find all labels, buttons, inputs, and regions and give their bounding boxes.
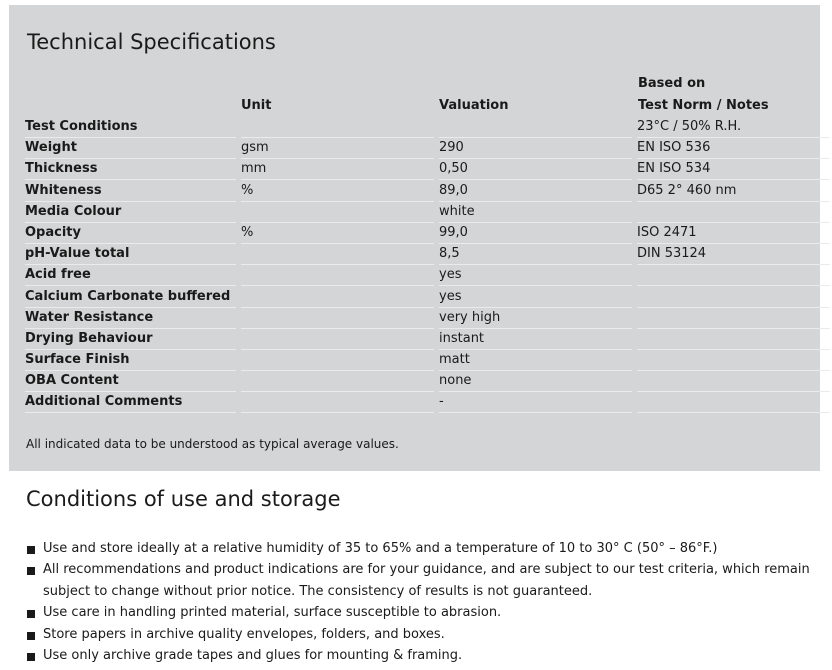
row-valuation: very high: [439, 309, 632, 329]
list-item-text: All recommendations and product indications are for your guidance, and are subject to our test criteria, which remain subject to change without prior notice. The consistency of results is not guaranteed.: [43, 562, 810, 599]
list-item-text: Use only archive grade tapes and glues for mounting & framing.: [43, 648, 463, 664]
row-parameter: Surface Finish: [25, 351, 236, 371]
row-norm: [637, 372, 830, 392]
list-item: [26, 538, 816, 559]
conditions-list: [26, 538, 816, 666]
table-row: [25, 393, 812, 414]
spec-footnote: All indicated data to be understood as typical average values.: [26, 437, 399, 451]
row-unit: [241, 288, 434, 308]
row-norm: [637, 330, 830, 350]
row-parameter: Calcium Carbonate buffered: [25, 288, 236, 308]
row-parameter: Opacity: [25, 224, 236, 244]
list-item: [26, 645, 816, 666]
row-norm: DIN 53124: [637, 245, 830, 265]
row-valuation: [439, 118, 632, 138]
row-valuation: 290: [439, 139, 632, 159]
square-bullet-icon: [27, 653, 35, 661]
row-parameter: Weight: [25, 139, 236, 159]
row-valuation: none: [439, 372, 632, 392]
row-norm: D65 2° 460 nm: [637, 182, 830, 202]
table-row: [25, 224, 812, 245]
row-parameter: pH-Value total: [25, 245, 236, 265]
row-unit: [241, 203, 434, 223]
table-row: [25, 139, 812, 160]
row-norm: ISO 2471: [637, 224, 830, 244]
row-norm: [637, 288, 830, 308]
square-bullet-icon: [27, 567, 35, 575]
row-norm: EN ISO 534: [637, 160, 830, 180]
table-row: [25, 203, 812, 224]
row-unit: [241, 351, 434, 371]
row-unit: mm: [241, 160, 434, 180]
row-valuation: 89,0: [439, 182, 632, 202]
row-parameter: Acid free: [25, 266, 236, 286]
table-row: [25, 182, 812, 203]
table-row: [25, 245, 812, 266]
list-item-text: Store papers in archive quality envelopes, folders, and boxes.: [43, 626, 445, 642]
row-norm: [637, 351, 830, 371]
list-item-text: Use and store ideally at a relative humidity of 35 to 65% and a temperature of 10 to 30° C (50° – 86°F.): [43, 541, 718, 556]
list-item: [26, 559, 816, 602]
row-unit: [241, 266, 434, 286]
row-unit: [241, 330, 434, 350]
row-parameter: Whiteness: [25, 182, 236, 202]
row-valuation: -: [439, 393, 632, 413]
table-row: [25, 372, 812, 393]
row-valuation: 99,0: [439, 224, 632, 244]
row-unit: gsm: [241, 139, 434, 159]
row-unit: %: [241, 224, 434, 244]
row-valuation: yes: [439, 288, 632, 308]
row-norm: EN ISO 536: [637, 139, 830, 159]
square-bullet-icon: [27, 610, 35, 618]
row-unit: [241, 245, 434, 265]
row-valuation: white: [439, 203, 632, 223]
table-row: [25, 118, 812, 139]
list-item: [26, 602, 816, 623]
row-unit: [241, 118, 434, 138]
row-valuation: instant: [439, 330, 632, 350]
table-row: [25, 330, 812, 351]
table-row: [25, 160, 812, 181]
row-parameter: Thickness: [25, 160, 236, 180]
row-norm: [637, 309, 830, 329]
row-parameter: Additional Comments: [25, 393, 236, 413]
table-row: [25, 351, 812, 372]
row-valuation: matt: [439, 351, 632, 371]
technical-specifications-panel: [9, 5, 820, 471]
row-unit: [241, 393, 434, 413]
conditions-title: Conditions of use and storage: [26, 487, 341, 511]
row-unit: [241, 372, 434, 392]
table-row: [25, 288, 812, 309]
row-parameter: Water Resistance: [25, 309, 236, 329]
header-unit: Unit: [241, 98, 272, 113]
row-norm: 23°C / 50% R.H.: [637, 118, 830, 138]
list-item-text: Use care in handling printed material, surface susceptible to abrasion.: [43, 605, 502, 621]
spec-title: Technical Specifications: [27, 30, 276, 54]
row-norm: [637, 393, 830, 413]
list-item: [26, 624, 816, 645]
row-valuation: yes: [439, 266, 632, 286]
row-unit: [241, 309, 434, 329]
header-norm-line1: Based on: [638, 76, 706, 91]
row-norm: [637, 203, 830, 223]
row-parameter: Media Colour: [25, 203, 236, 223]
row-valuation: 8,5: [439, 245, 632, 265]
row-norm: [637, 266, 830, 286]
spec-table: [25, 118, 812, 415]
row-parameter: Drying Behaviour: [25, 330, 236, 350]
row-valuation: 0,50: [439, 160, 632, 180]
row-parameter: OBA Content: [25, 372, 236, 392]
row-parameter: Test Conditions: [25, 118, 236, 138]
square-bullet-icon: [27, 632, 35, 640]
header-norm-line2: Test Norm / Notes: [638, 98, 769, 113]
header-valuation: Valuation: [439, 98, 509, 113]
table-row: [25, 309, 812, 330]
square-bullet-icon: [27, 546, 35, 554]
table-row: [25, 266, 812, 287]
row-unit: %: [241, 182, 434, 202]
